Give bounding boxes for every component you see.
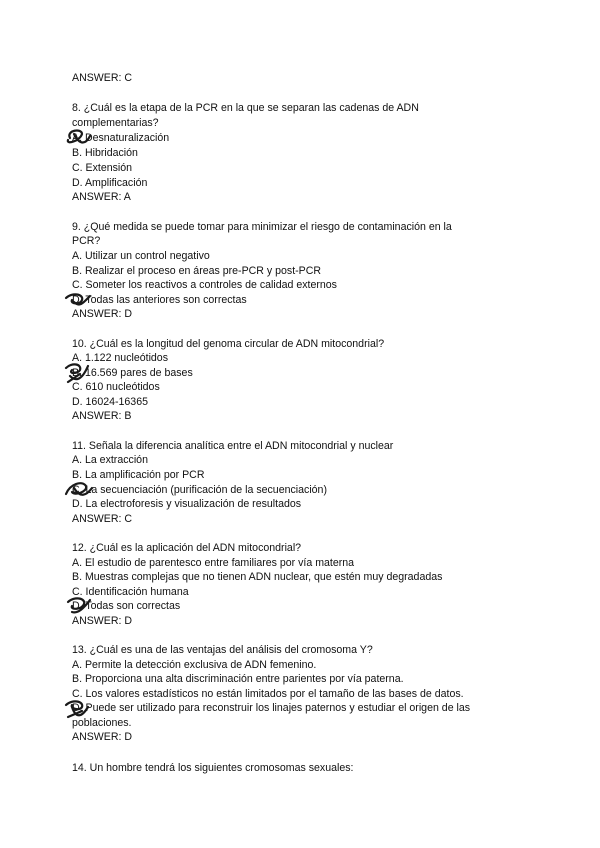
option-b: B. 16.569 pares de bases <box>72 367 193 379</box>
question-text: complementarias? <box>72 117 159 129</box>
question-text: 14. Un hombre tendrá los siguientes cromosomas sexuales: <box>72 762 354 774</box>
option-a: A. La extracción <box>72 454 148 466</box>
option-a: A. Permite la detección exclusiva de ADN femenino. <box>72 659 317 671</box>
answer-line: ANSWER: D <box>72 615 133 627</box>
option-d: D. Todas son correctas <box>72 600 181 612</box>
answer-line: ANSWER: D <box>72 308 133 320</box>
question-text: 8. ¿Cuál es la etapa de la PCR en la que se separan las cadenas de ADN <box>72 102 419 114</box>
option-a: A. El estudio de parentesco entre familiares por vía materna <box>72 557 355 569</box>
option-c: C. Identificación humana <box>72 586 189 598</box>
option-c: C. Los valores estadísticos no están limitados por el tamaño de las bases de datos. <box>72 688 464 700</box>
option-c: C. Someter los reactivos a controles de calidad externos <box>72 279 337 291</box>
question-text: PCR? <box>72 235 101 247</box>
question-text: 9. ¿Qué medida se puede tomar para minimizar el riesgo de contaminación en la <box>72 221 452 233</box>
question-text: 13. ¿Cuál es una de las ventajas del análisis del cromosoma Y? <box>72 644 373 656</box>
question-text: 12. ¿Cuál es la aplicación del ADN mitocondrial? <box>72 542 302 554</box>
option-c: C. 610 nucleótidos <box>72 381 160 393</box>
option-d-continued: poblaciones. <box>72 717 132 729</box>
option-b: B. Muestras complejas que no tienen ADN nuclear, que estén muy degradadas <box>72 571 443 583</box>
option-b: B. Hibridación <box>72 147 138 159</box>
answer-line: ANSWER: B <box>72 410 132 422</box>
question-text: 11. Señala la diferencia analítica entre el ADN mitocondrial y nuclear <box>72 440 394 452</box>
option-a: A. 1.122 nucleótidos <box>72 352 169 364</box>
option-b: B. La amplificación por PCR <box>72 469 205 481</box>
option-d: D. La electroforesis y visualización de resultados <box>72 498 302 510</box>
answer-line: ANSWER: A <box>72 191 131 203</box>
option-d: D. Amplificación <box>72 177 148 189</box>
option-b: B. Proporciona una alta discriminación entre parientes por vía paterna. <box>72 673 404 685</box>
option-a: A. Utilizar un control negativo <box>72 250 210 262</box>
question-text: 10. ¿Cuál es la longitud del genoma circular de ADN mitocondrial? <box>72 338 385 350</box>
option-d: D. Puede ser utilizado para reconstruir los linajes paternos y estudiar el origen de las <box>72 702 471 714</box>
option-c: C. La secuenciación (purificación de la secuenciación) <box>72 484 327 496</box>
option-a: A. Desnaturalización <box>72 132 170 144</box>
option-b: B. Realizar el proceso en áreas pre-PCR y post-PCR <box>72 265 322 277</box>
answer-line: ANSWER: D <box>72 731 133 743</box>
answer-line: ANSWER: C <box>72 513 133 525</box>
option-c: C. Extensión <box>72 162 133 174</box>
option-d: D. Todas las anteriores son correctas <box>72 294 247 306</box>
answer-line: ANSWER: C <box>72 72 133 84</box>
option-d: D. 16024-16365 <box>72 396 148 408</box>
